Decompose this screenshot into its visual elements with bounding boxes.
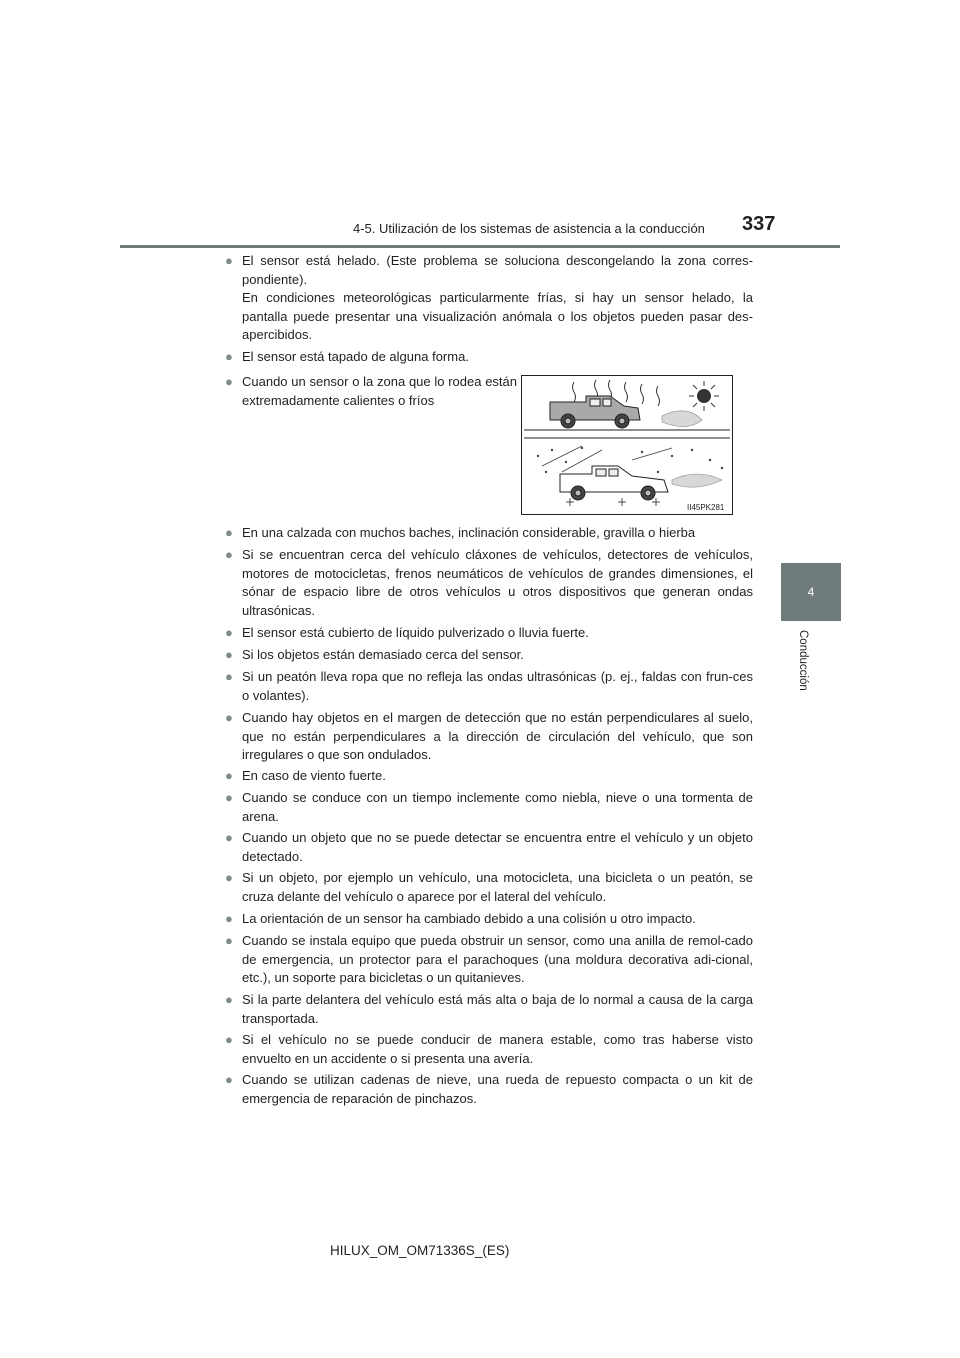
list-item — [225, 767, 753, 786]
header-divider — [120, 245, 840, 248]
list-item-text: Si la parte delantera del vehículo está más alta o baja de lo normal a causa de la carga transportada. — [242, 992, 753, 1026]
bullet-icon: ● — [225, 525, 233, 540]
bullet-icon: ● — [225, 1072, 233, 1087]
list-item — [225, 546, 753, 620]
bullet-icon: ● — [225, 992, 233, 1007]
list-item — [225, 646, 753, 665]
list-item — [225, 524, 753, 543]
list-item — [225, 348, 753, 367]
list-item-text: En una calzada con muchos baches, inclinación considerable, gravilla o hierba — [242, 525, 696, 540]
sensor-beam-icon — [672, 474, 722, 487]
pickup-truck-cold — [560, 466, 668, 500]
list-item — [225, 252, 753, 345]
list-item — [225, 829, 753, 866]
list-item — [225, 789, 753, 826]
bullet-icon: ● — [225, 647, 233, 662]
list-item-text: En caso de viento fuerte. — [242, 768, 386, 783]
list-item-text: Cuando se instala equipo que pueda obstruir un sensor, como una anilla de remol-cado de emergencia, un protector para el parachoques (una moldura decorativa adi-cional, etc.), un soporte para bicicletas o un quitanieves. — [242, 933, 753, 986]
bullet-icon: ● — [225, 790, 233, 805]
bullet-icon: ● — [225, 349, 233, 364]
list-item-text: El sensor está tapado de alguna forma. — [242, 349, 469, 364]
list-item — [225, 624, 753, 643]
list-item-text: Cuando un objeto que no se puede detectar se encuentra entre el vehículo y un objeto detectado. — [242, 830, 753, 864]
list-item-text: La orientación de un sensor ha cambiado debido a una colisión u otro impacto. — [242, 911, 696, 926]
list-item — [225, 668, 753, 705]
bullet-icon: ● — [225, 911, 233, 926]
list-item-text: El sensor está cubierto de líquido pulverizado o lluvia fuerte. — [242, 625, 589, 640]
bullet-icon: ● — [225, 768, 233, 783]
bullet-icon: ● — [225, 1032, 233, 1047]
illustration-vehicle-sensor-temperature — [521, 375, 733, 515]
document-id: HILUX_OM_OM71336S_(ES) — [330, 1243, 510, 1258]
bullet-icon: ● — [225, 253, 233, 268]
list-item-text: Cuando un sensor o la zona que lo rodea están extremadamente calientes o fríos — [242, 374, 517, 408]
figure-code: II45PK281 — [687, 503, 725, 512]
bullet-icon: ● — [225, 710, 233, 725]
list-item-text: Cuando se conduce con un tiempo inclemente como niebla, nieve o una tormenta de arena. — [242, 790, 753, 824]
list-item-text: El sensor está helado. (Este problema se soluciona descongelando la zona corres-pondiente). En condiciones meteorológicas particularmente frías, si hay un sensor helado, la pantalla puede presentar una visualización anómala o los objetos pueden pasar des-apercibidos. — [242, 253, 753, 343]
section-title: 4-5. Utilización de los sistemas de asistencia a la conducción — [353, 221, 705, 236]
list-item — [225, 1071, 753, 1108]
list-item-text: Si se encuentran cerca del vehículo cláxones de vehículos, detectores de vehículos, motores de motocicletas, frenos neumáticos de vehículos de grandes dimensiones, el sónar de espacio libre de otros vehículos u otros dispositivos que generan ondas ultrasónicas. — [242, 547, 753, 618]
list-item — [225, 1031, 753, 1068]
list-item — [225, 869, 753, 906]
bullet-icon: ● — [225, 547, 233, 562]
page-number: 337 — [742, 213, 776, 235]
vehicle-illustration — [522, 376, 732, 514]
bullet-icon: ● — [225, 830, 233, 845]
bullet-icon: ● — [225, 933, 233, 948]
list-item-text: Cuando hay objetos en el margen de detección que no están perpendiculares al suelo, que no están perpendiculares a la dirección de circulación del vehículo, que son irregulares o que son ondulados. — [242, 710, 753, 763]
list-item — [225, 373, 517, 410]
sensor-beam-icon — [662, 411, 702, 427]
list-item-text: Si un objeto, por ejemplo un vehículo, una motocicleta, una bicicleta o un peatón, se cruza delante del vehículo o aparece por el lateral del vehículo. — [242, 870, 753, 904]
list-item-text: Si el vehículo no se puede conducir de manera estable, como tras haberse visto envuelto en un accidente o si presenta una avería. — [242, 1032, 753, 1066]
snow-icon — [537, 447, 723, 473]
list-item-text: Cuando se utilizan cadenas de nieve, una rueda de repuesto compacta o un kit de emergencia de reparación de pinchazos. — [242, 1072, 753, 1106]
list-item-text: Si un peatón lleva ropa que no refleja las ondas ultrasónicas (p. ej., faldas con frun-ces o volantes). — [242, 669, 753, 703]
list-item — [225, 932, 753, 988]
bullet-icon: ● — [225, 669, 233, 684]
list-item — [225, 709, 753, 765]
bullet-icon: ● — [225, 625, 233, 640]
bullet-icon: ● — [225, 870, 233, 885]
list-item — [225, 910, 753, 929]
sun-icon — [689, 381, 719, 411]
chapter-label: Conducción — [797, 630, 809, 691]
chapter-number: 4 — [807, 585, 815, 599]
list-item-text: Si los objetos están demasiado cerca del sensor. — [242, 647, 524, 662]
bullet-icon: ● — [225, 374, 233, 389]
chapter-tab — [781, 563, 841, 621]
list-item — [225, 991, 753, 1028]
